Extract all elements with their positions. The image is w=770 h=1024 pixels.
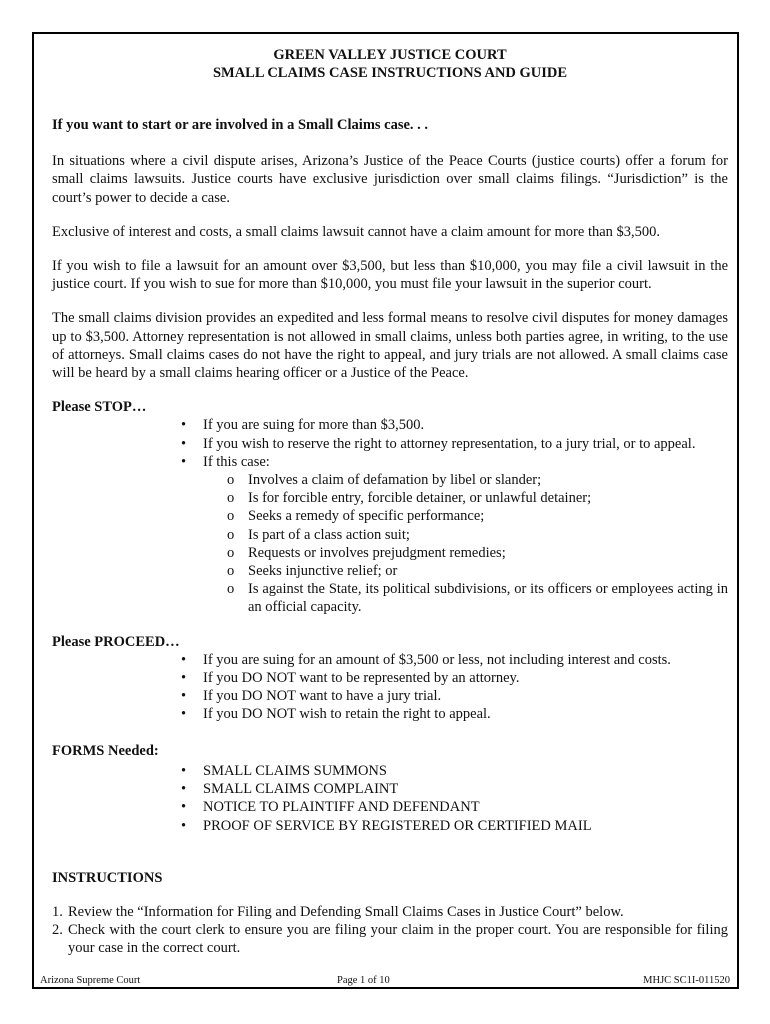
instructions-list xyxy=(52,903,728,958)
court-name-title: GREEN VALLEY JUSTICE COURT xyxy=(273,47,507,63)
proceed-item: • If you DO NOT want to be represented by an attorney. xyxy=(181,670,520,687)
bullet-icon: • xyxy=(181,453,187,470)
step-number: 1. xyxy=(52,903,63,920)
circle-bullet-icon: o xyxy=(227,581,235,598)
form-item: • PROOF OF SERVICE BY REGISTERED OR CERTIFIED MAIL xyxy=(181,817,592,834)
footer-publisher: Arizona Supreme Court xyxy=(40,975,141,986)
bullet-icon: • xyxy=(181,688,187,705)
intro-paragraph-1: In situations where a civil dispute arises, Arizona’s Justice of the Peace Courts (justice courts) offer a forum for small claims lawsuits. Justice courts have exclusive jurisdiction over small claims filings. “Jurisdiction” is the court’s power to decide a case. xyxy=(52,153,728,206)
stop-item: • If you wish to reserve the right to attorney representation, to a jury trial, or to appeal. xyxy=(181,435,696,452)
bullet-icon: • xyxy=(181,651,187,668)
proceed-list xyxy=(52,651,728,724)
bullet-icon: • xyxy=(181,762,187,779)
intro-lead: If you want to start or are involved in a Small Claims case. . . xyxy=(52,117,429,133)
document-body xyxy=(52,46,728,958)
form-item: • NOTICE TO PLAINTIFF AND DEFENDANT xyxy=(181,799,480,816)
proceed-item: • If you DO NOT wish to retain the right to appeal. xyxy=(181,706,491,723)
form-item: • SMALL CLAIMS SUMMONS xyxy=(181,762,387,779)
forms-list xyxy=(52,762,728,835)
intro-paragraph-2: Exclusive of interest and costs, a small claims lawsuit cannot have a claim amount for more than $3,500. xyxy=(52,223,661,240)
bullet-icon: • xyxy=(181,417,187,434)
stop-sub-item: o Seeks injunctive relief; or xyxy=(227,563,398,580)
proceed-heading: Please PROCEED… xyxy=(52,633,180,650)
circle-bullet-icon: o xyxy=(227,508,235,525)
bullet-icon: • xyxy=(181,670,187,687)
stop-list xyxy=(52,416,728,616)
circle-bullet-icon: o xyxy=(227,472,235,489)
form-item: • SMALL CLAIMS COMPLAINT xyxy=(181,781,399,798)
circle-bullet-icon: o xyxy=(227,563,235,580)
stop-sub-item: o Is against the State, its political subdivisions, or its officers or employees acting in an official capacity. xyxy=(227,581,728,616)
stop-sub-item: o Seeks a remedy of specific performance; xyxy=(227,508,485,525)
bullet-icon: • xyxy=(181,781,187,798)
forms-heading: FORMS Needed: xyxy=(52,742,159,759)
stop-heading: Please STOP… xyxy=(52,399,147,416)
instruction-step: 1. Review the “Information for Filing and Defending Small Claims Cases in Justice Court” below. xyxy=(52,903,624,920)
bullet-icon: • xyxy=(181,435,187,452)
stop-sub-item: o Is part of a class action suit; xyxy=(227,526,410,543)
intro-paragraph-3: If you wish to file a lawsuit for an amount over $3,500, but less than $10,000, you may file a civil lawsuit in the justice court. If you wish to sue for more than $10,000, you must file your lawsuit in the superior court. xyxy=(52,258,728,293)
proceed-item: • If you are suing for an amount of $3,500 or less, not including interest and costs. xyxy=(181,651,671,668)
circle-bullet-icon: o xyxy=(227,490,235,507)
bullet-icon: • xyxy=(181,706,187,723)
instruction-step: 2. Check with the court clerk to ensure you are filing your claim in the proper court. You are responsible for filing your case in the correct court. xyxy=(52,922,728,957)
stop-item: • If you are suing for more than $3,500. xyxy=(181,417,425,434)
bullet-icon: • xyxy=(181,817,187,834)
bullet-icon: • xyxy=(181,799,187,816)
footer-form-code: MHJC SC1I-011520 xyxy=(643,975,730,986)
step-number: 2. xyxy=(52,922,63,939)
intro-paragraph-4: The small claims division provides an expedited and less formal means to resolve civil disputes for money damages up to $3,500. Attorney representation is not allowed in small claims, unless both parties agree, in writing, to the use of attorneys. Small claims cases do not have the right to appeal, and jury trials are not allowed. A small claims case will be heard by a small claims hearing officer or a Justice of the Peace. xyxy=(52,310,728,382)
circle-bullet-icon: o xyxy=(227,526,235,543)
proceed-item: • If you DO NOT want to have a jury trial. xyxy=(181,688,442,705)
stop-sub-item: o Requests or involves prejudgment remedies; xyxy=(227,544,506,561)
stop-sub-item: o Involves a claim of defamation by libel or slander; xyxy=(227,472,542,489)
stop-sub-list xyxy=(203,471,728,617)
footer-page-number: Page 1 of 10 xyxy=(337,975,390,986)
stop-item: • If this case: o Involves a claim of defamation by libel or slander; o Is for forcible entry, forcible detainer, or unlawful detainer; o Seeks a remedy of specific performance; o Is part of a class action suit; o Requests or involves prejudgment remedies; o Seeks injunctive relief; or o Is against the State, its political subdivisions, or its officers or employees acting in an official capacity. xyxy=(181,453,728,616)
guide-title: SMALL CLAIMS CASE INSTRUCTIONS AND GUIDE xyxy=(212,65,568,81)
instructions-heading: INSTRUCTIONS xyxy=(52,869,163,886)
circle-bullet-icon: o xyxy=(227,544,235,561)
stop-sub-item: o Is for forcible entry, forcible detainer, or unlawful detainer; xyxy=(227,490,592,507)
